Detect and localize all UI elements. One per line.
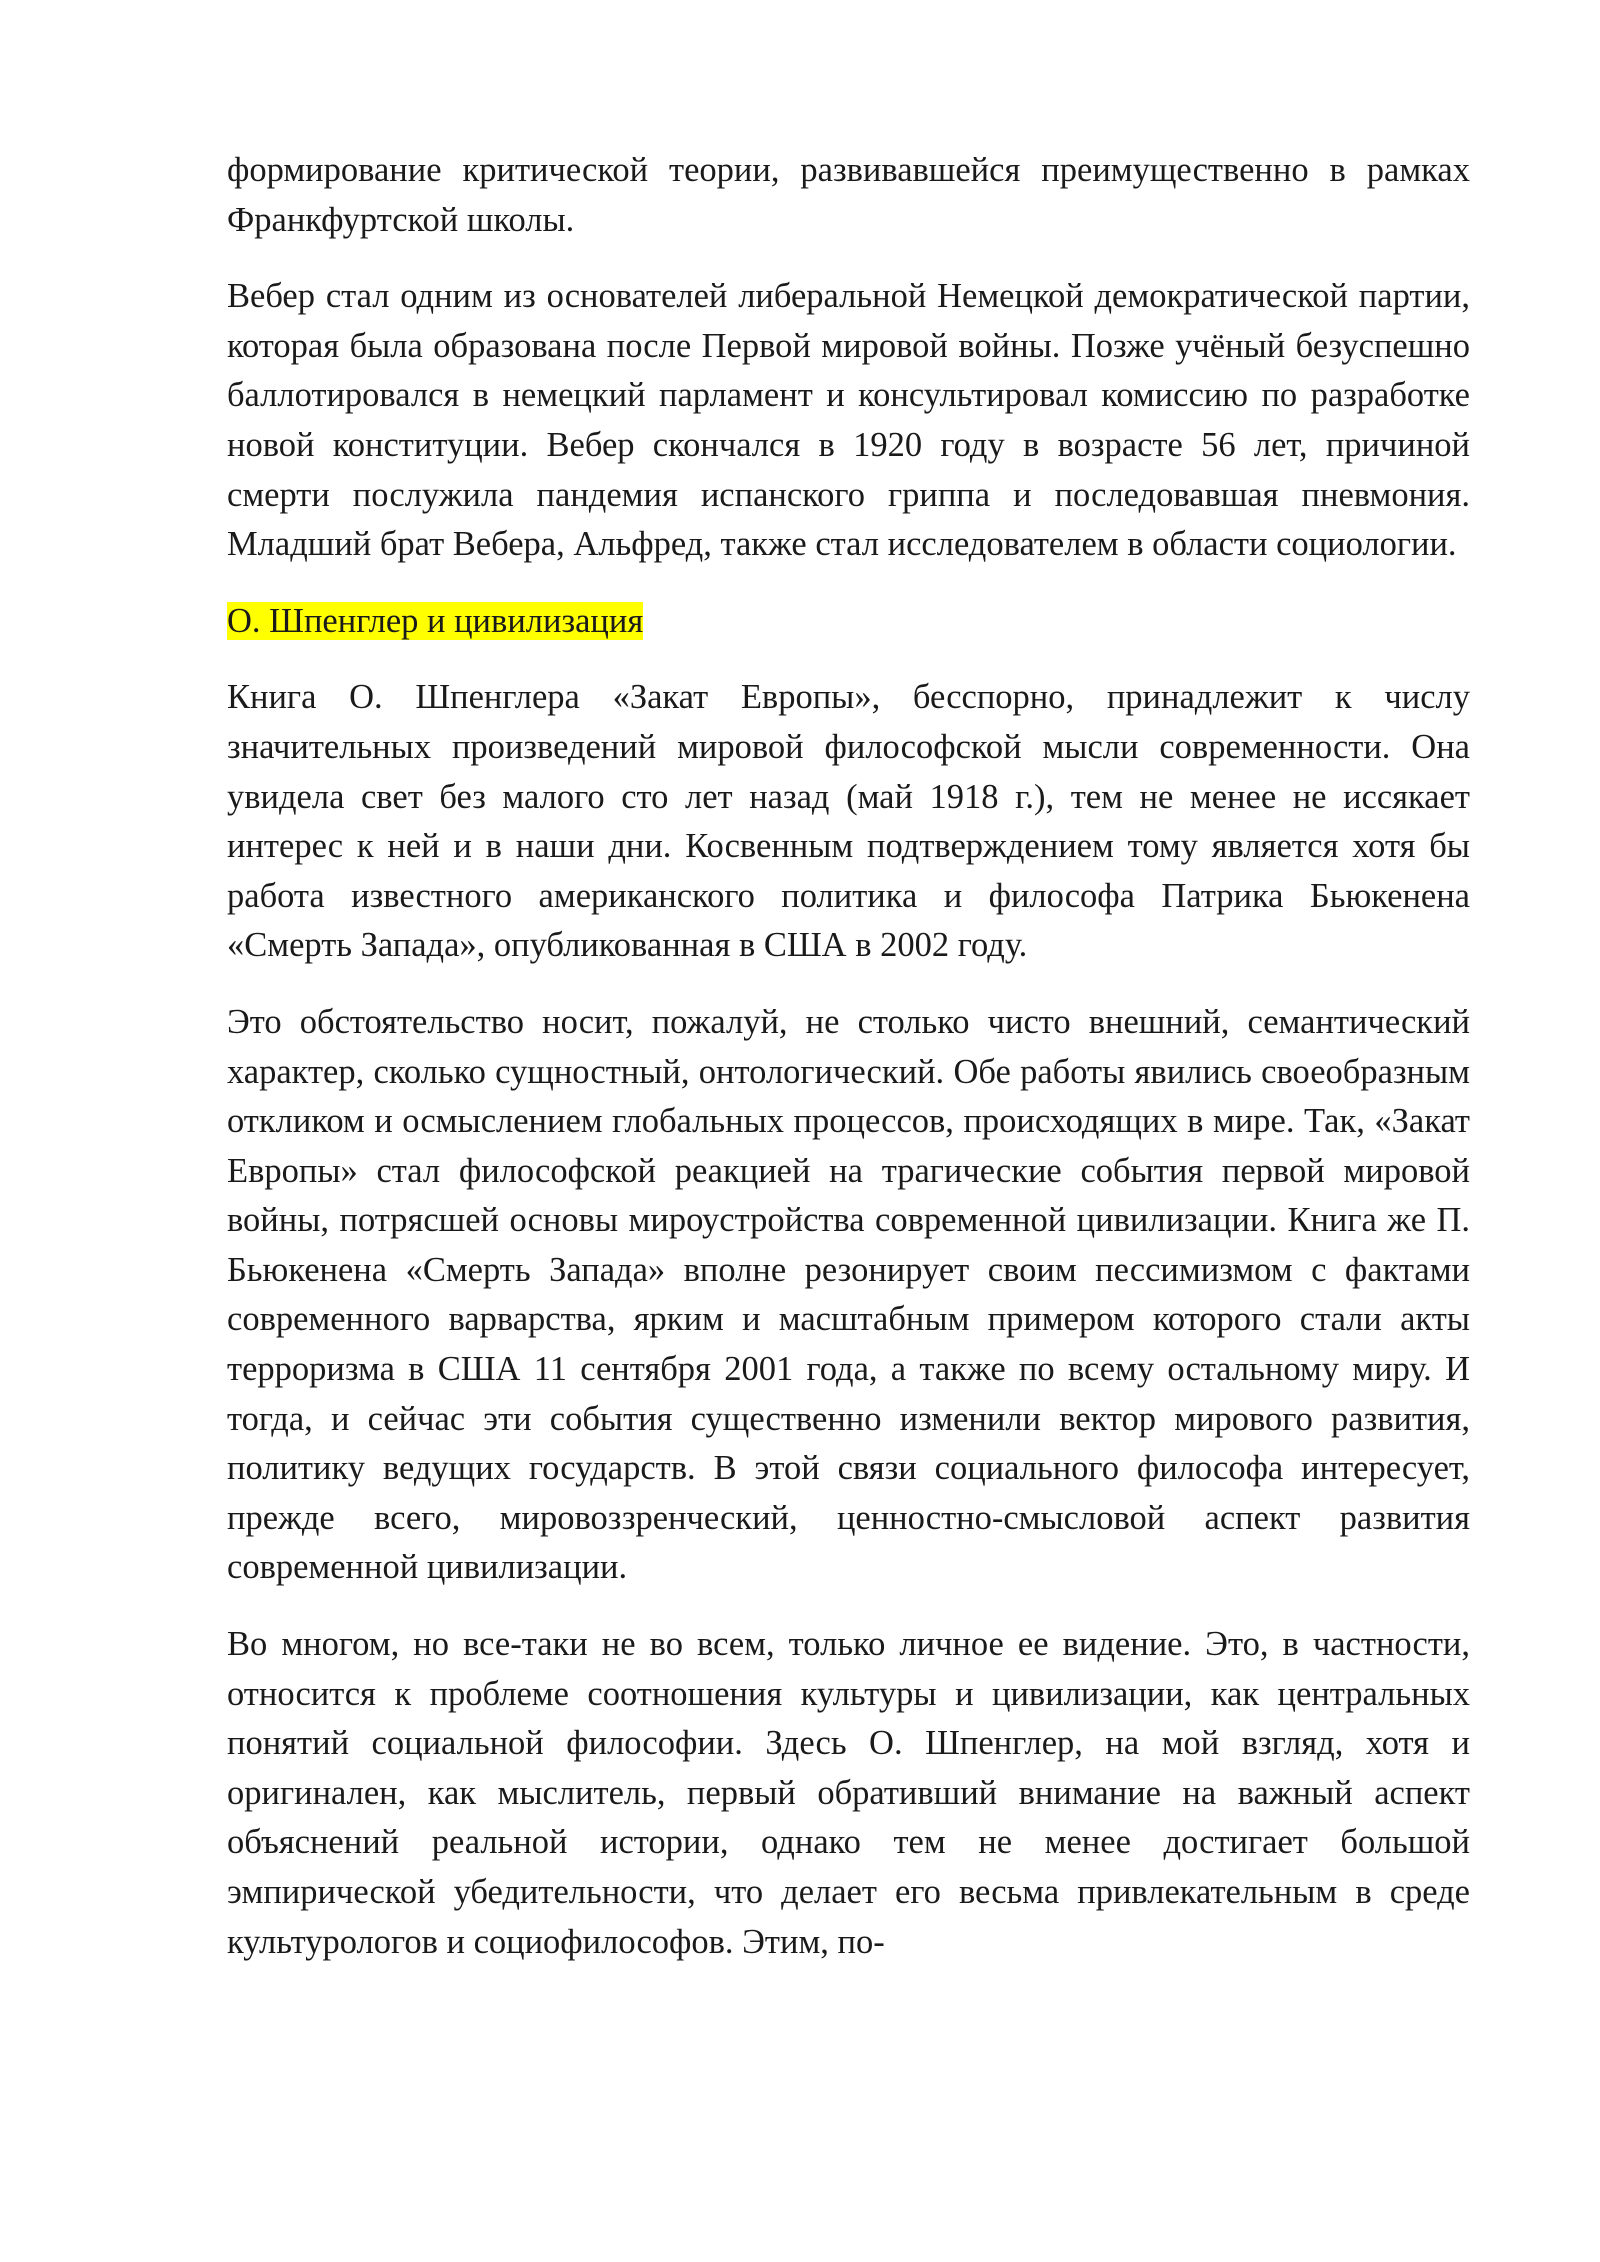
- paragraph: Во многом, но все-таки не во всем, только личное ее видение. Это, в частности, относится к проблеме соотношения культуры и цивилизации, как центральных понятий социальной философии. Здесь О. Шпенглер, на мой взгляд, хотя и оригинален, как мыслитель, первый обративший внимание на важный аспект объяснений реальной истории, однако тем не менее достигает большой эмпирической убедительности, что делает его весьма привлекательным в среде культурологов и социофилософов. Этим, по-: [227, 1625, 1470, 1961]
- paragraph: формирование критической теории, развивавшейся преимущественно в рамках Франкфуртской школы.: [227, 151, 1470, 239]
- paragraph: Это обстоятельство носит, пожалуй, не столько чисто внешний, семантический характер, сколько сущностный, онтологический. Обе работы явились своеобразным откликом и осмыслением глобальных процессов, происходящих в мире. Так, «Закат Европы» стал философской реакцией на трагические события первой мировой войны, потрясшей основы мироустройства современной цивилизации. Книга же П. Бьюкенена «Смерть Запада» вполне резонирует своим пессимизмом с фактами современного варварства, ярким и масштабным примером которого стали акты терроризма в США 11 сентября 2001 года, а также по всему остальному миру. И тогда, и сейчас эти события существенно изменили вектор мирового развития, политику ведущих государств. В этой связи социального философа интересует, прежде всего, мировоззренческий, ценностно-смысловой аспект развития современной цивилизации.: [227, 1002, 1470, 1587]
- paragraph: Вебер стал одним из основателей либеральной Немецкой демократической партии, которая была образована после Первой мировой войны. Позже учёный безуспешно баллотировался в немецкий парламент и консультировал комиссию по разработке новой конституции. Вебер скончался в 1920 году в возрасте 56 лет, причиной смерти послужила пандемия испанского гриппа и последовавшая пневмония. Младший брат Вебера, Альфред, также стал исследователем в области социологии.: [227, 277, 1470, 564]
- document-body: [227, 146, 1470, 1994]
- section-heading-text: О. Шпенглер и цивилизация: [227, 601, 644, 640]
- paragraph: Книга О. Шпенглера «Закат Европы», бесспорно, принадлежит к числу значительных произведений мировой философской мысли современности. Она увидела свет без малого сто лет назад (май 1918 г.), тем не менее не иссякает интерес к ней и в наши дни. Косвенным подтверждением тому является хотя бы работа известного американского политика и философа Патрика Бьюкенена «Смерть Запада», опубликованная в США в 2002 году.: [227, 678, 1470, 965]
- section-heading: [227, 597, 1470, 647]
